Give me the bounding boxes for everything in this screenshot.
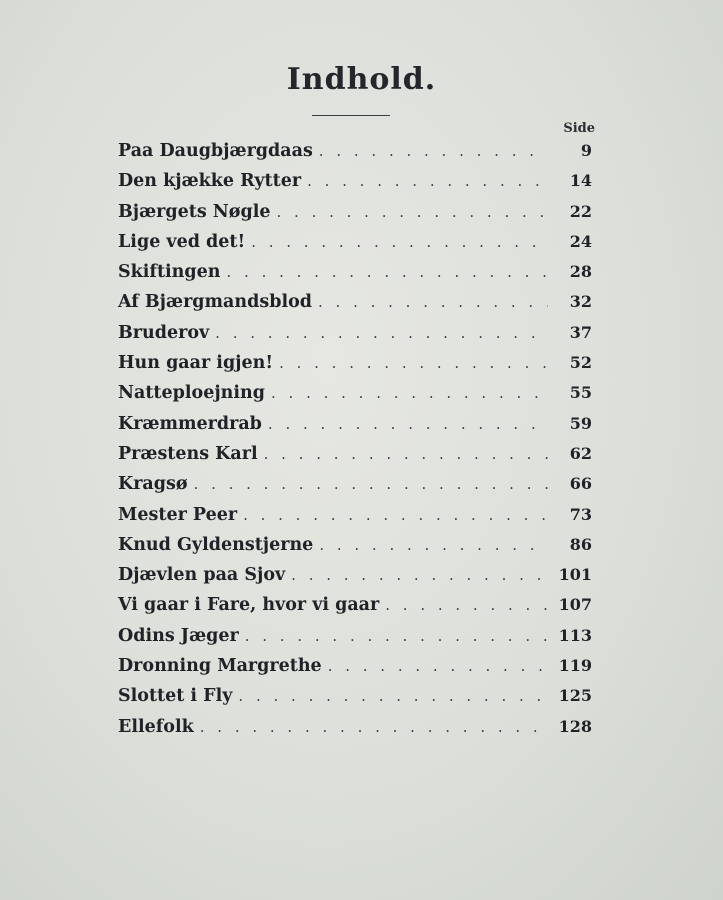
toc-leader-dots — [279, 354, 548, 372]
toc-entry — [118, 262, 592, 292]
toc-leader-dots — [268, 415, 548, 433]
toc-entry-page: 86 — [569, 534, 592, 554]
toc-entry-page: 125 — [558, 686, 592, 706]
toc-leader-dots — [319, 536, 548, 554]
page-title: Indhold. — [286, 62, 437, 97]
toc-entry-page: 113 — [558, 625, 592, 645]
toc-entry — [118, 595, 592, 625]
toc-leader-dots — [328, 657, 548, 675]
toc-entry — [118, 626, 592, 656]
toc-entry — [118, 656, 592, 686]
toc-entry-page: 62 — [569, 443, 592, 463]
table-of-contents — [118, 141, 592, 747]
toc-entry-title: Natteploejning — [118, 383, 265, 404]
toc-entry-page: 119 — [558, 656, 592, 676]
toc-leader-dots — [238, 687, 548, 705]
toc-entry-title: Den kjække Rytter — [118, 171, 302, 192]
toc-entry — [118, 414, 592, 444]
toc-entry-title: Ellefolk — [118, 716, 194, 737]
toc-entry — [118, 232, 592, 262]
page-column-label: Side — [563, 121, 595, 136]
toc-entry-page: 55 — [569, 383, 592, 403]
toc-entry — [118, 171, 592, 201]
toc-entry — [118, 141, 592, 171]
toc-entry-page: 28 — [569, 262, 592, 282]
toc-leader-dots — [277, 203, 549, 221]
toc-entry-title: Djævlen paa Sjov — [118, 565, 286, 586]
toc-entry-title: Odins Jæger — [118, 625, 239, 646]
toc-entry-page: 9 — [580, 141, 592, 160]
toc-leader-dots — [319, 142, 548, 160]
toc-entry-page: 22 — [569, 201, 592, 221]
toc-entry-page: 107 — [558, 595, 592, 615]
toc-entry — [118, 717, 592, 747]
toc-entry-page: 52 — [569, 353, 592, 373]
toc-entry — [118, 474, 592, 504]
toc-leader-dots — [251, 233, 548, 251]
toc-entry-page: 73 — [569, 504, 592, 524]
toc-leader-dots — [194, 475, 548, 493]
toc-entry-page: 66 — [569, 474, 592, 494]
toc-entry-page: 128 — [558, 716, 592, 736]
toc-leader-dots — [264, 445, 548, 463]
toc-entry-title: Hun gaar igjen! — [118, 353, 274, 374]
toc-entry — [118, 383, 592, 413]
toc-entry-title: Vi gaar i Fare, hvor vi gaar — [118, 595, 380, 616]
toc-entry-page: 59 — [569, 413, 592, 433]
toc-entry-page: 101 — [558, 565, 592, 585]
toc-entry-title: Paa Daugbjærgdaas — [118, 141, 313, 161]
toc-leader-dots — [200, 718, 548, 736]
toc-entry — [118, 323, 592, 353]
toc-leader-dots — [245, 627, 548, 645]
toc-leader-dots — [243, 506, 548, 524]
toc-entry — [118, 292, 592, 322]
toc-entry-title: Dronning Margrethe — [118, 656, 322, 677]
toc-entry-title: Mester Peer — [118, 504, 238, 525]
toc-entry-title: Kræmmerdrab — [118, 413, 262, 434]
title-divider — [312, 115, 390, 116]
toc-leader-dots — [215, 324, 548, 342]
toc-leader-dots — [385, 596, 548, 614]
toc-entry-page: 14 — [569, 171, 592, 191]
toc-entry — [118, 565, 592, 595]
toc-entry-title: Præstens Karl — [118, 443, 258, 464]
toc-entry — [118, 202, 592, 232]
toc-entry-title: Bjærgets Nøgle — [118, 201, 271, 222]
toc-entry-title: Kragsø — [118, 474, 188, 495]
toc-entry-page: 32 — [569, 292, 592, 312]
toc-entry — [118, 535, 592, 565]
toc-entry-title: Bruderov — [118, 322, 210, 343]
toc-entry-title: Slottet i Fly — [118, 686, 233, 707]
toc-entry — [118, 353, 592, 383]
toc-entry — [118, 444, 592, 474]
toc-leader-dots — [307, 172, 548, 190]
toc-entry-title: Lige ved det! — [118, 231, 246, 252]
toc-entry-page: 37 — [569, 322, 592, 342]
toc-entry-title: Skiftingen — [118, 262, 221, 283]
toc-leader-dots — [318, 293, 548, 311]
toc-leader-dots — [271, 384, 548, 402]
toc-leader-dots — [227, 263, 549, 281]
toc-entry — [118, 686, 592, 716]
toc-leader-dots — [291, 566, 548, 584]
toc-entry-page: 24 — [569, 231, 592, 251]
toc-entry-title: Knud Gyldenstjerne — [118, 534, 314, 555]
toc-entry-title: Af Bjærgmandsblod — [118, 292, 312, 313]
toc-entry — [118, 505, 592, 535]
